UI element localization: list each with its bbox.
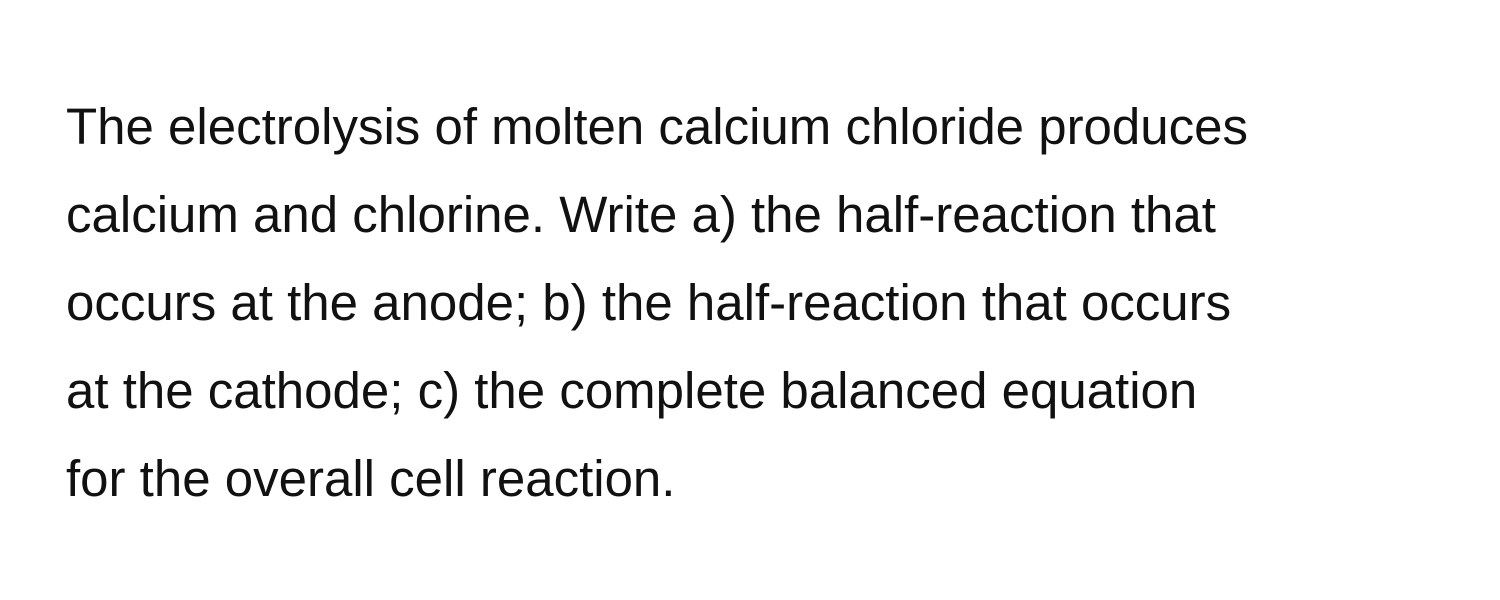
question-line: for the overall cell reaction.	[66, 450, 676, 507]
question-line: at the cathode; c) the complete balanced equation	[66, 362, 1198, 419]
question-line: occurs at the anode; b) the half-reaction that occurs	[66, 274, 1232, 331]
question-line: calcium and chlorine. Write a) the half-reaction that	[66, 186, 1216, 243]
question-line: The electrolysis of molten calcium chloride produces	[66, 98, 1249, 155]
question-text	[66, 83, 1466, 523]
